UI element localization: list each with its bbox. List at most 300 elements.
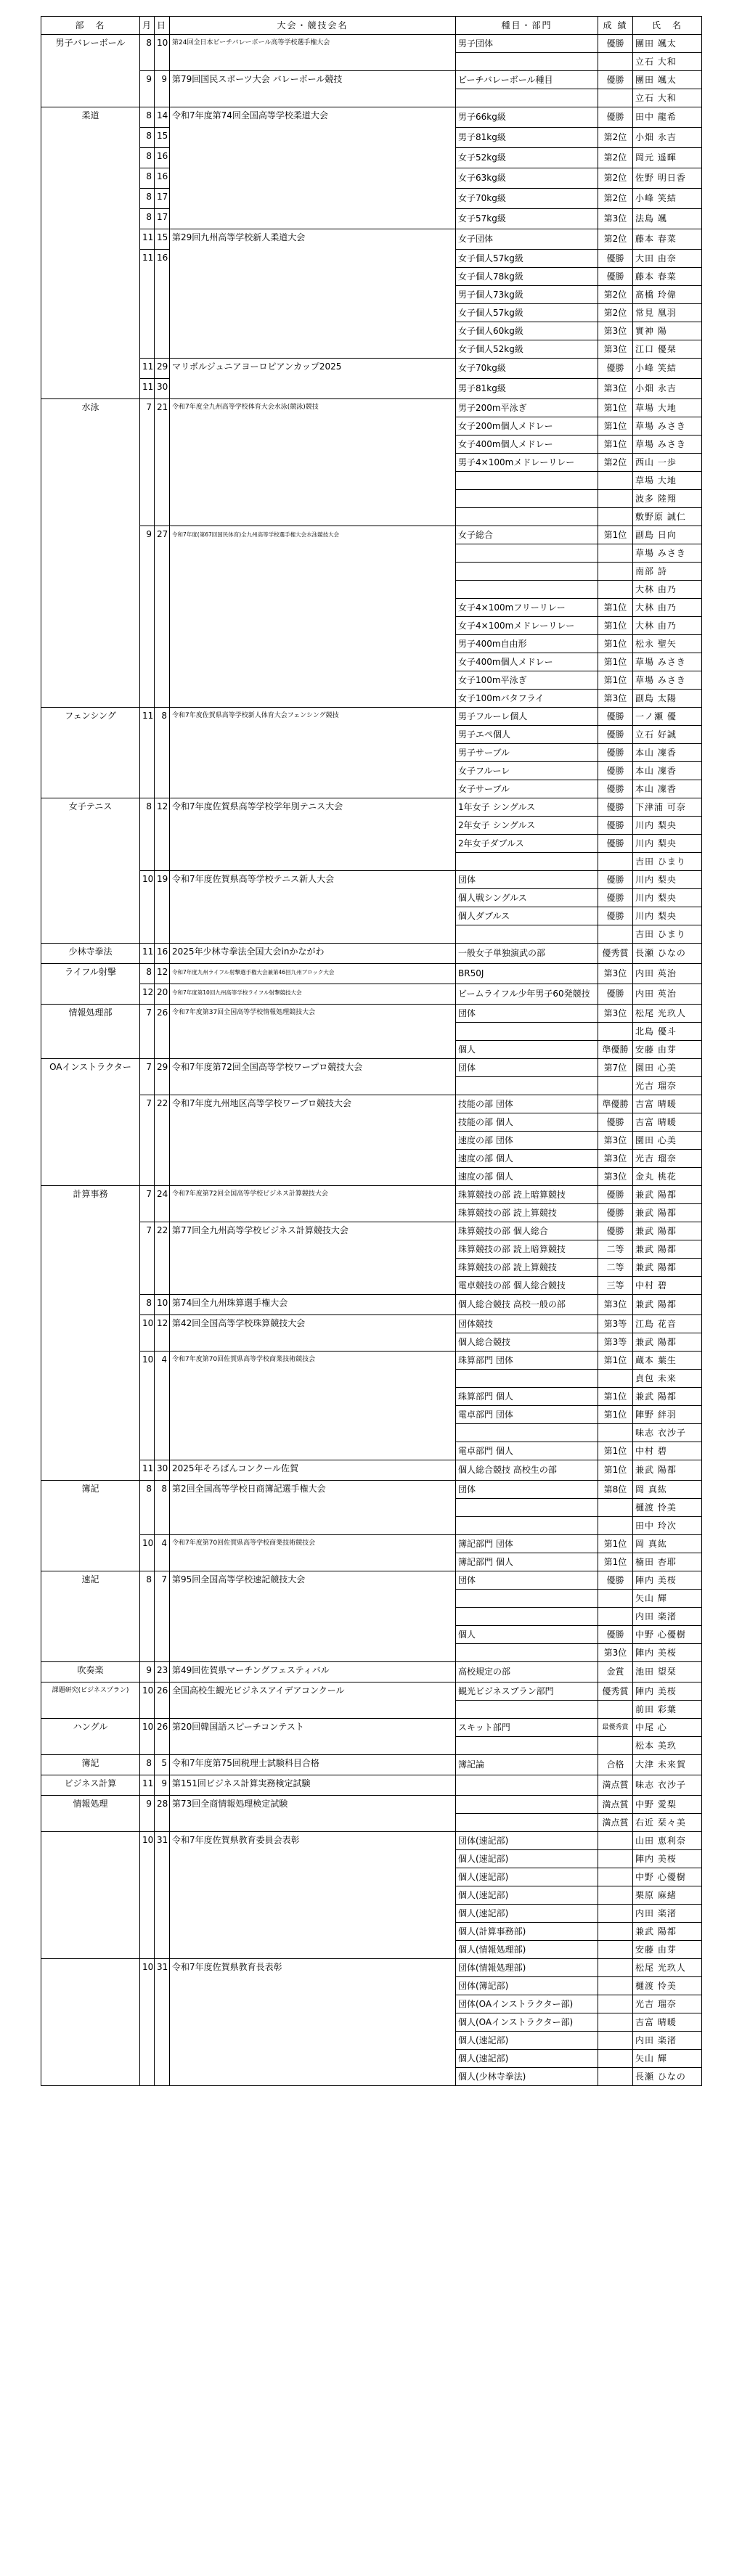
month-cell: 10 — [140, 1682, 155, 1719]
event-cell: 令和7年度第75回税理士試験科目合格 — [170, 1755, 456, 1775]
name-cell: 草場 みさき — [633, 671, 702, 690]
month-cell: 9 — [140, 1662, 155, 1682]
type-cell: 電卓競技の部 個人総合競技 — [456, 1277, 598, 1295]
table-row — [41, 1775, 702, 1796]
month-cell: 11 — [140, 229, 155, 250]
result-cell — [598, 2013, 633, 2032]
name-cell: 安藤 由芽 — [633, 1041, 702, 1059]
result-cell: 第1位 — [598, 1388, 633, 1406]
header-name: 氏 名 — [633, 17, 702, 35]
month-cell: 8 — [140, 1755, 155, 1775]
name-cell: 一ノ瀬 優 — [633, 708, 702, 726]
result-cell — [598, 508, 633, 526]
table-row — [41, 1295, 702, 1315]
type-cell — [456, 508, 598, 526]
table-row — [41, 984, 702, 1005]
name-cell: 岡 真紘 — [633, 1481, 702, 1499]
event-cell: 第20回韓国語スピーチコンテスト — [170, 1719, 456, 1755]
name-cell: 矢山 輝 — [633, 1590, 702, 1608]
type-cell — [456, 53, 598, 71]
club-cell: 計算事務 — [41, 1186, 140, 1481]
name-cell: 大林 由乃 — [633, 599, 702, 617]
type-cell: 団体 — [456, 871, 598, 889]
result-cell: 第2位 — [598, 168, 633, 189]
event-cell: 令和7年度佐賀県高等学校学年別テニス大会 — [170, 798, 456, 871]
result-cell: 第1位 — [598, 436, 633, 454]
type-cell: 簿記論 — [456, 1755, 598, 1775]
type-cell: 個人(速記部) — [456, 1850, 598, 1868]
type-cell: ビーチバレーボール種目 — [456, 71, 598, 89]
name-cell: 貞包 未来 — [633, 1370, 702, 1388]
event-cell: 令和7年度全九州高等学校体育大会水泳(競泳)競技 — [170, 399, 456, 526]
month-cell: 8 — [140, 1571, 155, 1662]
name-cell: 松尾 光玖人 — [633, 1959, 702, 1977]
day-cell: 26 — [155, 1682, 170, 1719]
results-sheet — [41, 16, 701, 2086]
result-cell: 優勝 — [598, 708, 633, 726]
day-cell: 29 — [155, 1059, 170, 1095]
month-cell: 8 — [140, 1295, 155, 1315]
type-cell: 女子400m個人メドレー — [456, 436, 598, 454]
day-cell: 22 — [155, 1222, 170, 1295]
club-cell — [41, 1959, 140, 2086]
type-cell: 男子フルーレ個人 — [456, 708, 598, 726]
name-cell: 江島 花音 — [633, 1315, 702, 1333]
result-cell: 第2位 — [598, 189, 633, 209]
name-cell: 兼武 陽都 — [633, 1460, 702, 1481]
month-cell: 8 — [140, 209, 155, 229]
type-cell: 男子団体 — [456, 35, 598, 53]
name-cell: 松尾 光玖人 — [633, 1005, 702, 1023]
result-cell: 第1位 — [598, 653, 633, 671]
day-cell: 26 — [155, 1719, 170, 1755]
table-row — [41, 1796, 702, 1814]
name-cell: 藤本 春菜 — [633, 268, 702, 286]
name-cell: 川内 梨央 — [633, 835, 702, 853]
name-cell: 大津 未来賀 — [633, 1755, 702, 1775]
name-cell: 草場 みさき — [633, 417, 702, 436]
club-cell: 水泳 — [41, 399, 140, 708]
result-cell: 第3位 — [598, 1150, 633, 1168]
type-cell: 団体 — [456, 1571, 598, 1590]
type-cell: 個人(速記部) — [456, 1905, 598, 1923]
result-cell: 三等 — [598, 1277, 633, 1295]
type-cell: 珠算競技の部 読上算競技 — [456, 1204, 598, 1222]
type-cell: 団体 — [456, 1005, 598, 1023]
type-cell: 女子個人57kg級 — [456, 304, 598, 322]
result-cell: 第3位 — [598, 964, 633, 984]
month-cell: 12 — [140, 984, 155, 1005]
result-cell: 第1位 — [598, 417, 633, 436]
result-cell — [598, 1905, 633, 1923]
type-cell: 電卓部門 団体 — [456, 1406, 598, 1424]
table-row — [41, 1095, 702, 1113]
result-cell: 満点賞 — [598, 1796, 633, 1814]
type-cell: 団体(速記部) — [456, 1832, 598, 1850]
type-cell: 女子団体 — [456, 229, 598, 250]
result-cell: 優勝 — [598, 889, 633, 907]
result-cell: 優勝 — [598, 35, 633, 53]
table-row — [41, 1755, 702, 1775]
type-cell — [456, 472, 598, 490]
club-cell: 簿記 — [41, 1755, 140, 1775]
month-cell: 11 — [140, 1460, 155, 1481]
event-cell: 令和7年度九州ライフル射撃選手権大会兼第46回九州ブロック大会 — [170, 964, 456, 984]
result-cell: 第2位 — [598, 454, 633, 472]
result-cell — [598, 1737, 633, 1755]
event-cell: 2025年少林寺拳法全国大会inかながわ — [170, 944, 456, 964]
result-cell: 第2位 — [598, 229, 633, 250]
type-cell: 個人ダブルス — [456, 907, 598, 925]
name-cell: 小峰 笑結 — [633, 359, 702, 379]
result-cell — [598, 89, 633, 107]
table-row — [41, 1222, 702, 1240]
result-cell: 優勝 — [598, 780, 633, 798]
table-row — [41, 399, 702, 417]
event-cell: 令和7年度佐賀県高等学校新人体育大会フェンシング競技 — [170, 708, 456, 798]
day-cell: 16 — [155, 250, 170, 359]
type-cell: 2年女子ダブルス — [456, 835, 598, 853]
result-cell — [598, 1850, 633, 1868]
day-cell: 20 — [155, 984, 170, 1005]
name-cell: 實神 陽 — [633, 322, 702, 340]
type-cell — [456, 1644, 598, 1662]
name-cell: 吉田 ひまり — [633, 925, 702, 944]
name-cell: 安藤 由芽 — [633, 1941, 702, 1959]
month-cell: 8 — [140, 798, 155, 871]
result-cell: 第7位 — [598, 1059, 633, 1077]
result-cell: 第3位 — [598, 1005, 633, 1023]
day-cell: 9 — [155, 71, 170, 107]
day-cell: 12 — [155, 1315, 170, 1352]
day-cell: 16 — [155, 944, 170, 964]
day-cell: 21 — [155, 399, 170, 526]
name-cell: 栗原 麻緒 — [633, 1886, 702, 1905]
table-row — [41, 1005, 702, 1023]
day-cell: 30 — [155, 1460, 170, 1481]
name-cell: 陣内 美桜 — [633, 1644, 702, 1662]
type-cell — [456, 563, 598, 581]
event-cell: 第49回佐賀県マーチングフェスティバル — [170, 1662, 456, 1682]
month-cell: 7 — [140, 1059, 155, 1095]
result-cell: 第1位 — [598, 1352, 633, 1370]
result-cell — [598, 1701, 633, 1719]
type-cell — [456, 1590, 598, 1608]
result-cell: 第3位 — [598, 322, 633, 340]
name-cell: 池田 望栞 — [633, 1662, 702, 1682]
day-cell: 14 — [155, 107, 170, 128]
result-cell: 優勝 — [598, 907, 633, 925]
event-cell: 令和7年度第72回全国高等学校ビジネス計算競技大会 — [170, 1186, 456, 1222]
result-cell: 金賞 — [598, 1662, 633, 1682]
type-cell: 珠算競技の部 読上暗算競技 — [456, 1186, 598, 1204]
result-cell: 合格 — [598, 1755, 633, 1775]
name-cell: 樋渡 怜美 — [633, 1499, 702, 1517]
month-cell: 9 — [140, 71, 155, 107]
month-cell: 11 — [140, 359, 155, 379]
name-cell: 田中 玲次 — [633, 1517, 702, 1535]
name-cell: 敷野原 誠仁 — [633, 508, 702, 526]
result-cell: 第2位 — [598, 286, 633, 304]
type-cell: 個人 — [456, 1041, 598, 1059]
result-cell: 満点賞 — [598, 1814, 633, 1832]
table-row — [41, 944, 702, 964]
header-day: 日 — [155, 17, 170, 35]
table-row — [41, 1315, 702, 1333]
table-row — [41, 1662, 702, 1682]
event-cell: 第24回全日本ビーチバレーボール高等学校選手権大会 — [170, 35, 456, 71]
type-cell: 女子400m個人メドレー — [456, 653, 598, 671]
table-row — [41, 1682, 702, 1701]
event-cell: 令和7年度第37回全国高等学校情報処理競技大会 — [170, 1005, 456, 1059]
type-cell: 個人(計算事務部) — [456, 1923, 598, 1941]
result-cell: 第3等 — [598, 1315, 633, 1333]
result-cell — [598, 2032, 633, 2050]
result-cell: 二等 — [598, 1259, 633, 1277]
day-cell: 31 — [155, 1959, 170, 2086]
name-cell: 南部 詩 — [633, 563, 702, 581]
day-cell: 12 — [155, 798, 170, 871]
type-cell — [456, 853, 598, 871]
type-cell — [456, 1737, 598, 1755]
event-cell: 第2回全国高等学校日商簿記選手権大会 — [170, 1481, 456, 1535]
name-cell: 中野 愛梨 — [633, 1796, 702, 1814]
day-cell: 9 — [155, 1775, 170, 1796]
name-cell: 兼武 陽都 — [633, 1186, 702, 1204]
event-cell: 令和7年度第10回九州高等学校ライフル射撃競技大会 — [170, 984, 456, 1005]
table-row — [41, 964, 702, 984]
name-cell: 陣内 美桜 — [633, 1682, 702, 1701]
name-cell: 中野 心優樹 — [633, 1626, 702, 1644]
result-cell — [598, 1977, 633, 1995]
month-cell: 11 — [140, 1775, 155, 1796]
type-cell: 技能の部 個人 — [456, 1113, 598, 1132]
month-cell: 10 — [140, 1535, 155, 1571]
name-cell: 内田 楽渚 — [633, 1608, 702, 1626]
result-cell — [598, 1832, 633, 1850]
event-cell: 令和7年度第70回佐賀県高等学校商業技術競技会 — [170, 1535, 456, 1571]
name-cell: 川内 梨央 — [633, 907, 702, 925]
name-cell: 味志 衣沙子 — [633, 1424, 702, 1442]
name-cell: 内田 楽渚 — [633, 2032, 702, 2050]
day-cell: 10 — [155, 35, 170, 71]
result-cell — [598, 853, 633, 871]
type-cell: 女子57kg級 — [456, 209, 598, 229]
name-cell: 小畑 永吉 — [633, 379, 702, 399]
type-cell: 個人 — [456, 1626, 598, 1644]
result-cell: 第3位 — [598, 1644, 633, 1662]
club-cell: ハングル — [41, 1719, 140, 1755]
result-cell: 優勝 — [598, 1204, 633, 1222]
type-cell: 簿記部門 個人 — [456, 1553, 598, 1571]
type-cell: 女子63kg級 — [456, 168, 598, 189]
day-cell: 7 — [155, 1571, 170, 1662]
name-cell: 北島 優斗 — [633, 1023, 702, 1041]
type-cell: 女子70kg級 — [456, 189, 598, 209]
club-cell: 課題研究(ビジネスプラン) — [41, 1682, 140, 1719]
table-row — [41, 798, 702, 817]
type-cell: 珠算競技の部 読上暗算競技 — [456, 1240, 598, 1259]
month-cell: 11 — [140, 708, 155, 798]
day-cell: 4 — [155, 1352, 170, 1460]
day-cell: 27 — [155, 526, 170, 708]
result-cell: 第1位 — [598, 635, 633, 653]
type-cell: 団体(簿記部) — [456, 1977, 598, 1995]
type-cell: 個人総合競技 高校生の部 — [456, 1460, 598, 1481]
result-cell: 優勝 — [598, 359, 633, 379]
type-cell: 団体 — [456, 1059, 598, 1077]
type-cell: 団体(情報処理部) — [456, 1959, 598, 1977]
name-cell: 副島 日向 — [633, 526, 702, 544]
type-cell: 珠算競技の部 個人総合 — [456, 1222, 598, 1240]
result-cell: 優勝 — [598, 250, 633, 268]
type-cell: 2年女子 シングルス — [456, 817, 598, 835]
month-cell: 7 — [140, 399, 155, 526]
month-cell: 10 — [140, 1352, 155, 1460]
month-cell: 7 — [140, 1095, 155, 1186]
result-cell: 優勝 — [598, 835, 633, 853]
result-cell — [598, 1424, 633, 1442]
name-cell: 川内 梨央 — [633, 817, 702, 835]
name-cell: 内田 楽渚 — [633, 1905, 702, 1923]
name-cell: 小畑 永吉 — [633, 128, 702, 148]
club-cell: ライフル射撃 — [41, 964, 140, 1005]
results-table — [41, 16, 702, 2086]
type-cell: 男子400m自由形 — [456, 635, 598, 653]
type-cell: 女子個人52kg級 — [456, 340, 598, 359]
day-cell: 29 — [155, 359, 170, 379]
type-cell: 技能の部 団体 — [456, 1095, 598, 1113]
type-cell — [456, 1023, 598, 1041]
event-cell: 令和7年度第72回全国高等学校ワープロ競技大会 — [170, 1059, 456, 1095]
month-cell: 8 — [140, 148, 155, 168]
type-cell — [456, 925, 598, 944]
type-cell: 女子フルーレ — [456, 762, 598, 780]
name-cell: 吉富 晴暖 — [633, 2013, 702, 2032]
table-row — [41, 35, 702, 53]
day-cell: 5 — [155, 1755, 170, 1775]
result-cell: 第2位 — [598, 148, 633, 168]
table-row — [41, 1571, 702, 1590]
result-cell: 第3位 — [598, 690, 633, 708]
result-cell — [598, 1995, 633, 2013]
result-cell — [598, 2068, 633, 2086]
club-cell: 簿記 — [41, 1481, 140, 1571]
name-cell: 本山 凜香 — [633, 762, 702, 780]
type-cell: 電卓部門 個人 — [456, 1442, 598, 1460]
type-cell: 男子81kg級 — [456, 128, 598, 148]
results-body — [41, 35, 702, 2086]
name-cell: 吉田 ひまり — [633, 853, 702, 871]
result-cell: 第3位 — [598, 1132, 633, 1150]
type-cell — [456, 1775, 598, 1796]
result-cell: 優勝 — [598, 1113, 633, 1132]
name-cell: 江口 優栞 — [633, 340, 702, 359]
result-cell — [598, 53, 633, 71]
table-row — [41, 871, 702, 889]
day-cell: 26 — [155, 1005, 170, 1059]
day-cell: 8 — [155, 1481, 170, 1535]
type-cell: 高校規定の部 — [456, 1662, 598, 1682]
month-cell: 11 — [140, 944, 155, 964]
type-cell: 女子70kg級 — [456, 359, 598, 379]
result-cell: 優勝 — [598, 268, 633, 286]
name-cell: 立石 大和 — [633, 89, 702, 107]
name-cell: 兼武 陽都 — [633, 1240, 702, 1259]
type-cell: 一般女子単独演武の部 — [456, 944, 598, 964]
type-cell: 男子81kg級 — [456, 379, 598, 399]
club-cell: 情報処理部 — [41, 1005, 140, 1059]
name-cell: 右近 栞々美 — [633, 1814, 702, 1832]
name-cell: 内田 英治 — [633, 984, 702, 1005]
result-cell: 優勝 — [598, 762, 633, 780]
name-cell: 長瀬 ひなの — [633, 2068, 702, 2086]
type-cell: 女子52kg級 — [456, 148, 598, 168]
type-cell — [456, 89, 598, 107]
table-row — [41, 708, 702, 726]
name-cell: 兼武 陽都 — [633, 1259, 702, 1277]
event-cell: 第29回九州高等学校新人柔道大会 — [170, 229, 456, 359]
table-row — [41, 359, 702, 379]
result-cell: 優勝 — [598, 798, 633, 817]
type-cell: 男子個人73kg級 — [456, 286, 598, 304]
table-row — [41, 1460, 702, 1481]
month-cell: 7 — [140, 1186, 155, 1222]
type-cell: 個人(速記部) — [456, 2032, 598, 2050]
header-club: 部 名 — [41, 17, 140, 35]
type-cell: 速度の部 団体 — [456, 1132, 598, 1150]
result-cell: 第2位 — [598, 128, 633, 148]
event-cell: 第73回全商情報処理検定試験 — [170, 1796, 456, 1832]
type-cell: 個人総合競技 高校一般の部 — [456, 1295, 598, 1315]
name-cell: 小峰 笑結 — [633, 189, 702, 209]
result-cell: 優勝 — [598, 1186, 633, 1204]
result-cell: 優勝 — [598, 71, 633, 89]
name-cell: 楠田 杏耶 — [633, 1553, 702, 1571]
type-cell: 個人(OAインストラクター部) — [456, 2013, 598, 2032]
day-cell: 15 — [155, 229, 170, 250]
month-cell: 10 — [140, 1315, 155, 1352]
type-cell — [456, 544, 598, 563]
type-cell: 女子4×100mフリーリレー — [456, 599, 598, 617]
result-cell: 第3等 — [598, 1333, 633, 1352]
table-row — [41, 1352, 702, 1370]
day-cell: 22 — [155, 1095, 170, 1186]
result-cell — [598, 1370, 633, 1388]
result-cell: 第1位 — [598, 526, 633, 544]
month-cell: 10 — [140, 1959, 155, 2086]
result-cell: 最優秀賞 — [598, 1719, 633, 1737]
club-cell: ビジネス計算 — [41, 1775, 140, 1796]
name-cell: 吉富 晴暖 — [633, 1113, 702, 1132]
day-cell: 24 — [155, 1186, 170, 1222]
type-cell — [456, 1499, 598, 1517]
type-cell: 男子200m平泳ぎ — [456, 399, 598, 417]
name-cell: 下津浦 可奈 — [633, 798, 702, 817]
name-cell: 光吉 瑠奈 — [633, 1995, 702, 2013]
name-cell: 中村 碧 — [633, 1277, 702, 1295]
table-row — [41, 1719, 702, 1737]
type-cell — [456, 581, 598, 599]
type-cell: 男子サーブル — [456, 744, 598, 762]
type-cell: 女子個人60kg級 — [456, 322, 598, 340]
day-cell: 15 — [155, 128, 170, 148]
name-cell: 團田 颯太 — [633, 71, 702, 89]
day-cell: 17 — [155, 189, 170, 209]
name-cell: 兼武 陽都 — [633, 1295, 702, 1315]
result-cell — [598, 1608, 633, 1626]
result-cell — [598, 1923, 633, 1941]
